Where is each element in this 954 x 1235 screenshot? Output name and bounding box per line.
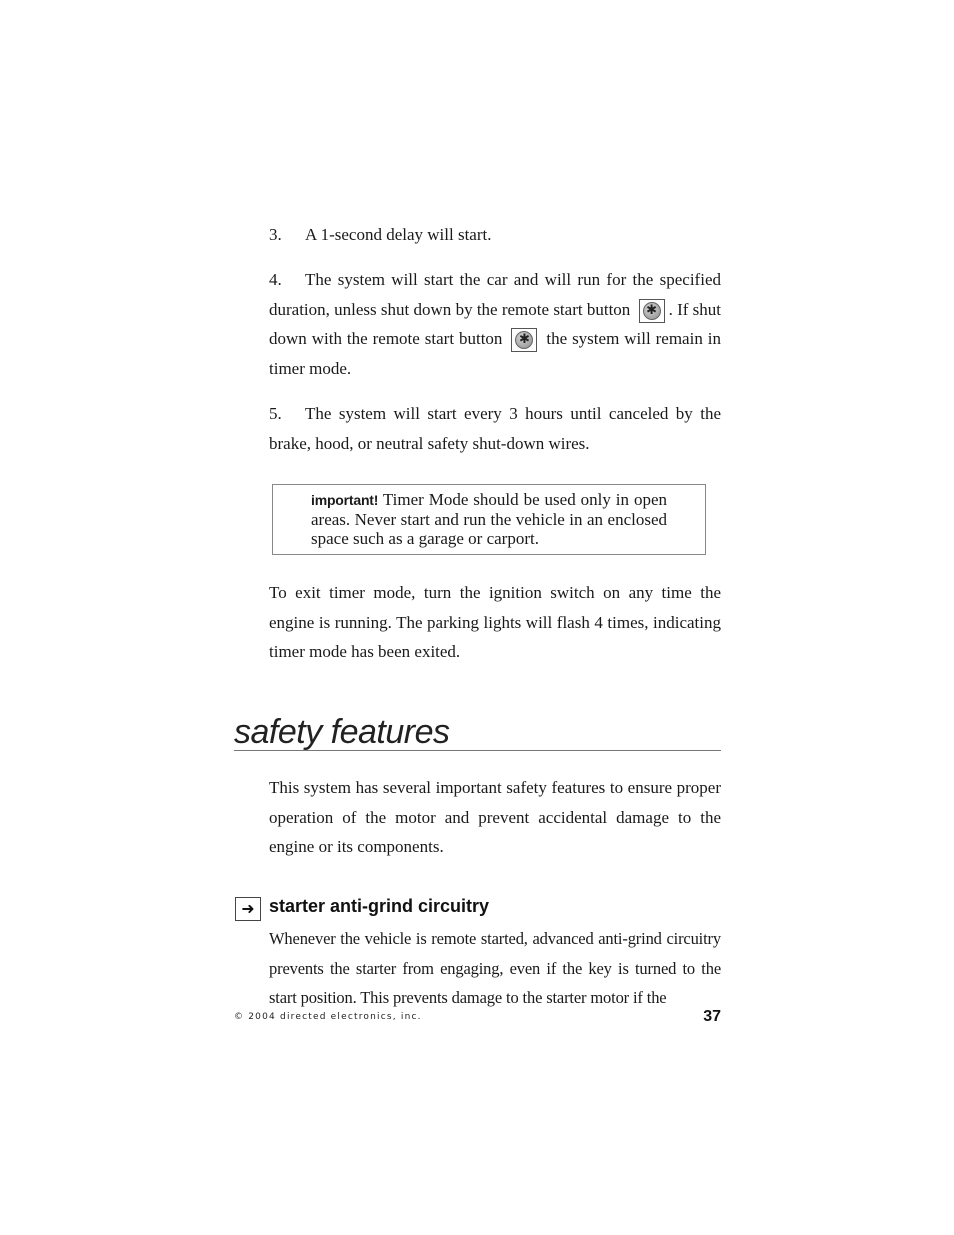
- important-notice-text: [311, 490, 667, 548]
- remote-start-button-icon: ✱: [639, 299, 665, 323]
- section-divider: [234, 750, 721, 751]
- important-label: important!: [311, 492, 379, 508]
- copyright: © 2004 directed electronics, inc.: [234, 1012, 422, 1022]
- step-text: The system will start every 3 hours until canceled by the brake, hood, or neutral safety shut-down wires.: [269, 404, 721, 453]
- step-4: [269, 265, 721, 383]
- important-notice: [272, 484, 706, 555]
- step-3: [269, 220, 721, 250]
- step-number: 5.: [269, 404, 282, 423]
- step-text: The system will start the car and will run for the specified duration, unless shut down by the remote start button: [269, 270, 721, 319]
- step-5: [269, 399, 721, 458]
- page-number: 37: [703, 1008, 721, 1025]
- step-text: A 1-second delay will start.: [305, 225, 492, 244]
- step-number: 4.: [269, 270, 282, 289]
- remote-start-button-icon: ✱: [511, 328, 537, 352]
- subsection-text: Whenever the vehicle is remote started, advanced anti-grind circuitry prevents the starter from engaging, even if the key is turned to the start position. This prevents damage to the starter motor if the: [269, 929, 721, 1007]
- step-number: 3.: [269, 225, 282, 244]
- section-intro: This system has several important safety features to ensure proper operation of the motor and prevent accidental damage to the engine or its components.: [269, 778, 721, 856]
- exit-timer-paragraph: To exit timer mode, turn the ignition switch on any time the engine is running. The parking lights will flash 4 times, indicating timer mode has been exited.: [269, 583, 721, 661]
- step-text: . If shut down with the remote start button: [269, 299, 721, 348]
- subsection-title: starter anti-grind circuitry: [269, 896, 490, 916]
- arrow-right-icon: ➜: [235, 897, 261, 921]
- step-text: the system will remain in timer mode.: [269, 329, 722, 378]
- section-title: safety features: [234, 713, 450, 751]
- important-body: Timer Mode should be used only in open areas. Never start and run the vehicle in an enclosed space such as a garage or carport.: [311, 490, 667, 548]
